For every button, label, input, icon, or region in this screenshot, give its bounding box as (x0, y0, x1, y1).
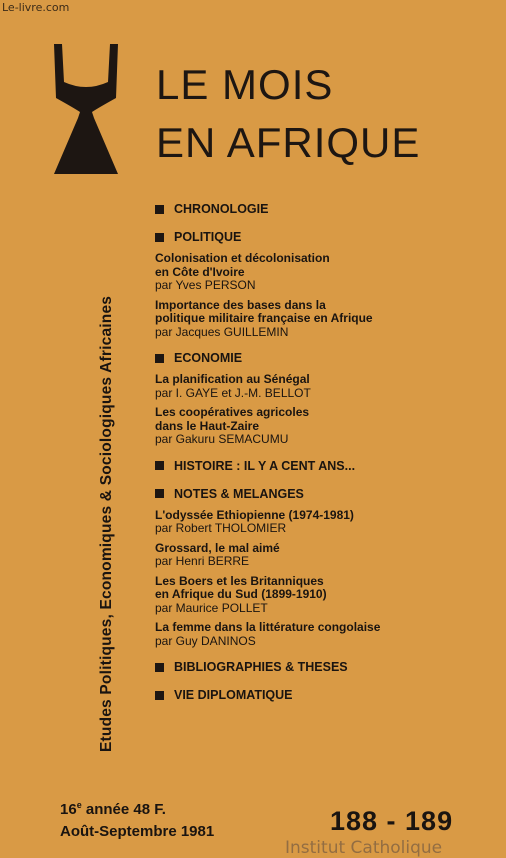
magazine-title (156, 56, 420, 172)
article-title: Les Boers et les Britanniques en Afrique du Sud (1899-1910) (155, 573, 327, 601)
toc-section (155, 658, 495, 676)
vertical-subtitle: Etudes Politiques, Economiques & Sociologiques Africaines (98, 295, 115, 752)
article-author: par Jacques GUILLEMIN (155, 324, 289, 339)
year-price-text: année 48 F. (81, 801, 166, 818)
section-heading: VIE DIPLOMATIQUE (174, 688, 293, 702)
toc-section (155, 457, 495, 475)
table-of-contents (155, 200, 495, 704)
article-author: par Henri BERRE (155, 554, 250, 568)
year-suffix: e (76, 800, 82, 810)
toc-section (155, 485, 495, 503)
article-entry (155, 252, 495, 293)
library-stamp: Institut Catholique (285, 838, 443, 858)
title-line-2: EN AFRIQUE (156, 119, 421, 166)
article-entry (155, 542, 495, 569)
bullet-square-icon (155, 663, 164, 672)
issue-info (60, 794, 214, 843)
bullet-square-icon (155, 691, 164, 700)
issue-number: 188 - 189 (330, 806, 454, 836)
toc-section (155, 228, 495, 246)
section-heading: HISTOIRE : IL Y A CENT ANS... (174, 458, 356, 473)
title-line-1: LE MOIS (156, 61, 334, 108)
year-number: 16 (60, 801, 77, 818)
article-entry (155, 373, 495, 400)
bullet-square-icon (155, 489, 164, 498)
article-author: par Maurice POLLET (155, 600, 268, 615)
article-entry (155, 406, 495, 447)
article-author: par I. GAYE et J.-M. BELLOT (155, 385, 311, 400)
article-title: Colonisation et décolonisation en Côte d'Ivoire (155, 251, 330, 279)
toc-section (155, 686, 495, 704)
journal-logo-icon (50, 42, 122, 178)
article-title: Les coopératives agricoles dans le Haut-Zaire (155, 405, 310, 433)
section-heading: POLITIQUE (174, 230, 242, 244)
bullet-square-icon (155, 233, 164, 242)
article-title: Importance des bases dans la politique militaire française en Afrique (155, 297, 373, 325)
article-author: par Robert THOLOMIER (155, 521, 287, 535)
article-author: par Gakuru SEMACUMU (155, 432, 289, 446)
article-entry (155, 621, 495, 648)
article-author: par Yves PERSON (155, 278, 256, 292)
section-heading: BIBLIOGRAPHIES & THESES (174, 660, 348, 674)
bullet-square-icon (155, 205, 164, 214)
toc-section (155, 200, 495, 218)
section-heading: CHRONOLOGIE (174, 202, 269, 216)
issue-date: Août-Septembre 1981 (60, 823, 215, 840)
year-price (60, 794, 214, 821)
bullet-square-icon (155, 461, 164, 470)
section-heading: ECONOMIE (174, 351, 243, 365)
section-heading: NOTES & MELANGES (174, 486, 304, 501)
article-title: L'odyssée Ethiopienne (1974-1981) (155, 507, 354, 522)
watermark: Le-livre.com (2, 1, 70, 14)
article-entry (155, 575, 495, 616)
article-entry (155, 509, 495, 536)
article-title: La femme dans la littérature congolaise (155, 620, 381, 634)
article-author: par Guy DANINOS (155, 633, 256, 648)
article-entry (155, 299, 495, 340)
bullet-square-icon (155, 354, 164, 363)
article-title: La planification au Sénégal (155, 372, 310, 386)
article-title: Grossard, le mal aimé (155, 540, 280, 555)
toc-section (155, 349, 495, 367)
